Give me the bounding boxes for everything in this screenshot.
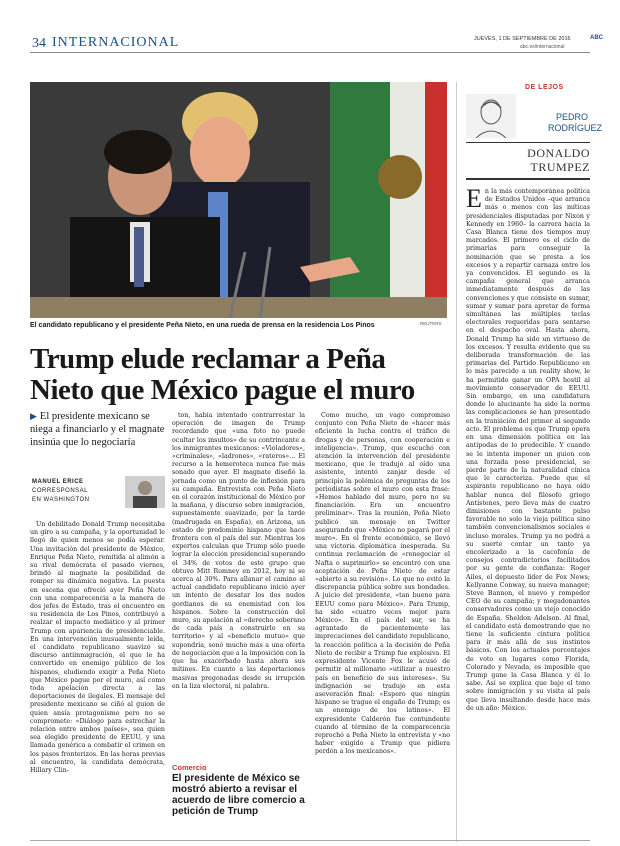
opinion-body <box>466 188 590 838</box>
photo-illustration <box>30 82 447 318</box>
photo-credit: REUTERS <box>420 321 442 326</box>
brand-logo: ABC <box>590 35 603 41</box>
footer-rule <box>30 840 590 841</box>
photo-caption: El candidato republicano y el presidente Peña Nieto, en una rueda de prensa en la residencia Los Pinos <box>30 322 375 329</box>
opinion-title: DONALDO TRUMPEZ <box>527 146 590 174</box>
highlight-tag: Comercio <box>172 763 207 772</box>
columnist-portrait <box>466 94 516 138</box>
article-headline: Trump elude reclamar a Peña Nieto que México pague el muro <box>30 343 415 406</box>
header-rule <box>30 52 590 53</box>
author-role-line-1: CORRESPONSAL <box>32 488 89 494</box>
author-photo-icon <box>125 476 165 508</box>
article-lead <box>30 410 170 449</box>
columnist-sketch-icon <box>466 94 516 138</box>
opinion-text: n la más contemporánea política de Estados Unidos –que arranca más o menos con las míticas presidenciales disputadas por Nixon y Kennedy en 1960– la carrera hacia la Casa Blanca tiene dos tiempos muy marcados. El primero es el ciclo de primarias para conseguir la nominación que se presta a los excesos y a repartir carnaza entre los ya convencidos. El segundo es la campaña general que arranca inmediatamente después de las convenciones y que consiste en sumar, sumar y sumar para apretar de forma simultánea las múltiples teclas electorales requeridas para sentarse en el despacho oval. Hasta ahora, Donald Trump ha sido un virtuoso de los excesos. Y resulta evidente que su deliberada transformación de las primarias del Partido Republicano en lo más parecido a un reality show, le ha permitido ganar un OPA hostil al movimiento conservador de EEUU. Sin embargo, en una candidatura donde lo alucinante ha sido la norma las complicaciones se han presentado en la transición del primer al segundo acto. El problema es que Trump opera en una dimensión política en las antípodas de lo predecible. Y cuando se le intenta imponer un guion con una forzada pose presidencial, se pierde parte de la naturalidad cínica que le caracteriza. Puede que el aspirante republicano no haya oído hablar nunca del filósofo griego Antístenes, pero lleva más de cuatro dimisiones con bastante pulso favorable no solo la vieja política sino también convencionalismos sociales e incluso morales. Trump ya no podrá a su suerte contar un tanto ya encolerizado a la cacofonía de consejos contradictorios facilitados por su gente de confianza: Roger Ailes, el depuesto líder de Fox News; Kellyanne Conway, su nueva manager; Steve Bannon, el nuevo y rompedor CEO de su campaña; y megadonantes conservadores como un viejo conocido de España, Sheldon Adelson. Al final, el candidato está demostrando que no tiene la suficiente cintura política para ir más allá de sus instintos básicos. Con los actuales porcentajes de voto en lugares como Florida, Colorado y Nevada, es imposible que Trump gane la Casa Blanca y él lo sabe. Así se explica que bajo el tono sobre inmigración y su visita al país que lleva insultando desde hace más de un año: México. <box>466 188 590 712</box>
section-url: abc.es/internacional <box>520 44 565 50</box>
author-name: MANUEL ERICE <box>32 479 84 485</box>
columnist-first-name: PEDRO <box>555 112 588 122</box>
press-conference-photo <box>30 82 447 318</box>
page-number: 34 <box>32 36 46 51</box>
author-thumbnail <box>125 476 165 508</box>
author-role-line-2: EN WASHINGTON <box>32 497 90 503</box>
highlight-text: El presidente de México se mostró abierto a revisar el acuerdo de libre comercio a petición de Trump <box>172 773 305 817</box>
section-title: INTERNACIONAL <box>52 35 180 50</box>
article-column-2: ton, había intentado contrarrestar la operación de imagen de Trump recordando que «una foto no puede ocultar los insultos» de su contrincante a los inmigrantes mexicanos: «Violadores», «criminales», «ladrones», «rateros»... El recurso a la hemeroteca nunca fue más sonado que ayer. El magnate diseñó la jornada como un punto de inflexión para su campaña. Entrevista con Peña Nieto en el corazón institucional de México por la mañana, y discurso sobre inmigración, supuestamente suavizado, por la tarde (madrugada en España), en Arizona, un estado de predominio hispano que hace frontera con el país del sur. Mientras los expertos calculan que Trump sólo puede lograr la elección presidencial superando el 34% de votos de este grupo que obtuvo Mitt Romney en 2012, hoy ni se acerca al 30%. Para allanar el camino al actual candidato republicano inició ayer un intento de desatar los dos nudos gordianos de su enemistad con los hispanos. Sobre la construcción del muro, su apelación al «derecho soberano de cada país a construirlo en su territorio» y al «beneficio mutuo» que supondría, sonó mucho más a una oferta de negociación que a la imposición con la que ha exacerbado hasta ahora sus mítines. En cuanto a las deportaciones masivas pregonadas desde su irrupción en la liza electoral, ni palabra. <box>172 412 305 690</box>
byline <box>32 478 90 505</box>
triangle-bullet-icon: ▶ <box>30 411 37 421</box>
dropcap: E <box>466 188 482 213</box>
columnist-last-name: RODRÍGUEZ <box>548 123 602 133</box>
opinion-section-tag: DE LEJOS <box>525 84 564 91</box>
lead-text: El presidente mexicano se niega a financiarlo y el magnate insinúa que lo negociaría <box>30 411 165 448</box>
column-divider <box>456 82 457 842</box>
issue-date: JUEVES, 1 DE SEPTIEMBRE DE 2016 <box>474 36 571 42</box>
columnist-name <box>548 112 602 134</box>
opinion-rule-bottom <box>466 178 590 180</box>
article-column-1: Un debilitado Donald Trump necesitaba un giro a su campaña, y la oportunidad le llegó de quien menos se podía esperar. Una invitación del presidente de México, Enrique Peña Nieto, remitida al alimón a su rival demócrata el pasado viernes, brindó al magnate la posibilidad de romper su dinámica negativa. La puesta en escena que ofreció ayer Peña Nieto con una comparecencia a la manera de dos jefes de Estado, tras el encuentro en su residencia de Los Pinos, contribuyó a realzar el impacto mediático y al primer Trump con apariencia de presidenciable. En una intervención inusualmente leída, el candidato republicano suavizó su discurso antiinmigración, el que le ha convertido en enemigo público de los hispanos, eludiendo exigir a Peña Nieto que México pague por el muro, así como toda apelación directa a las deportaciones de ilegales. El mensaje del presidente mexicano se ciñó al guion de quien ansía protagonismo pero no se compromete: «Diálogo para estrechar la relación entre ambos países», sea quien sea elegido presidente de EEUU, y una llamada genérica a combatir el crimen en los pasos fronterizos. En las horas previas al encuentro, la candidata demócrata, Hillary Clin- <box>30 521 165 775</box>
article-column-3: Como mucho, un vago compromiso conjunto con Peña Nieto de «hacer más eficiente la lucha contra el tráfico de drogas y de personas, con cooperación e inteligencia». Trump, que escuchó con atención la intervención del presidente mexicano, que le tradujo al oído una asistente, intentó zanjar desde el principio la polémica de preguntas de los periodistas sobre el muro con esta frase: «Hemos hablado del muro, pero no su financiación. Era un encuentro preliminar». Tras la reunión, Peña Nieto publicó un mensaje en Twitter asegurando que «México no pagará por el muro». En el frente económico, se llevó una victoria diplomática inesperada. Su continua reclamación de «renegociar el Nafta o suprimirlo» se encontró con una aceptación de Peña Nieto de estar «abierto a su revisión». Lo que no evitó la discrepancia pública sobre sus bondades. A juicio del presidente, «tan bueno para EEUU como para México». Para Trump, ha sido «cuatro veces mejor para México». En el país del sur, se ha agrantado de pacientemente las imprecaciones del candidato republicano, la reacción política a la decisión de Peña Nieto de recibir a Trump fue explosiva. El expresidente Vicente Fox le acusó de permitir al millonario «utilizar a nuestro país en beneficio de sus intereses». Su indignación se tradujo en esta aseveración final: «Espero que ningún hispano se trague el engaño de Trump; es un enemigo de los latinos». El expresidente Calderón fue contundente cuando al término de la comparecencia reprochó a Peña Nieto la entrevista y «no haber exigido a Trump que pidiera perdón a los mexicanos». <box>315 412 450 756</box>
opinion-rule-top <box>466 142 590 143</box>
